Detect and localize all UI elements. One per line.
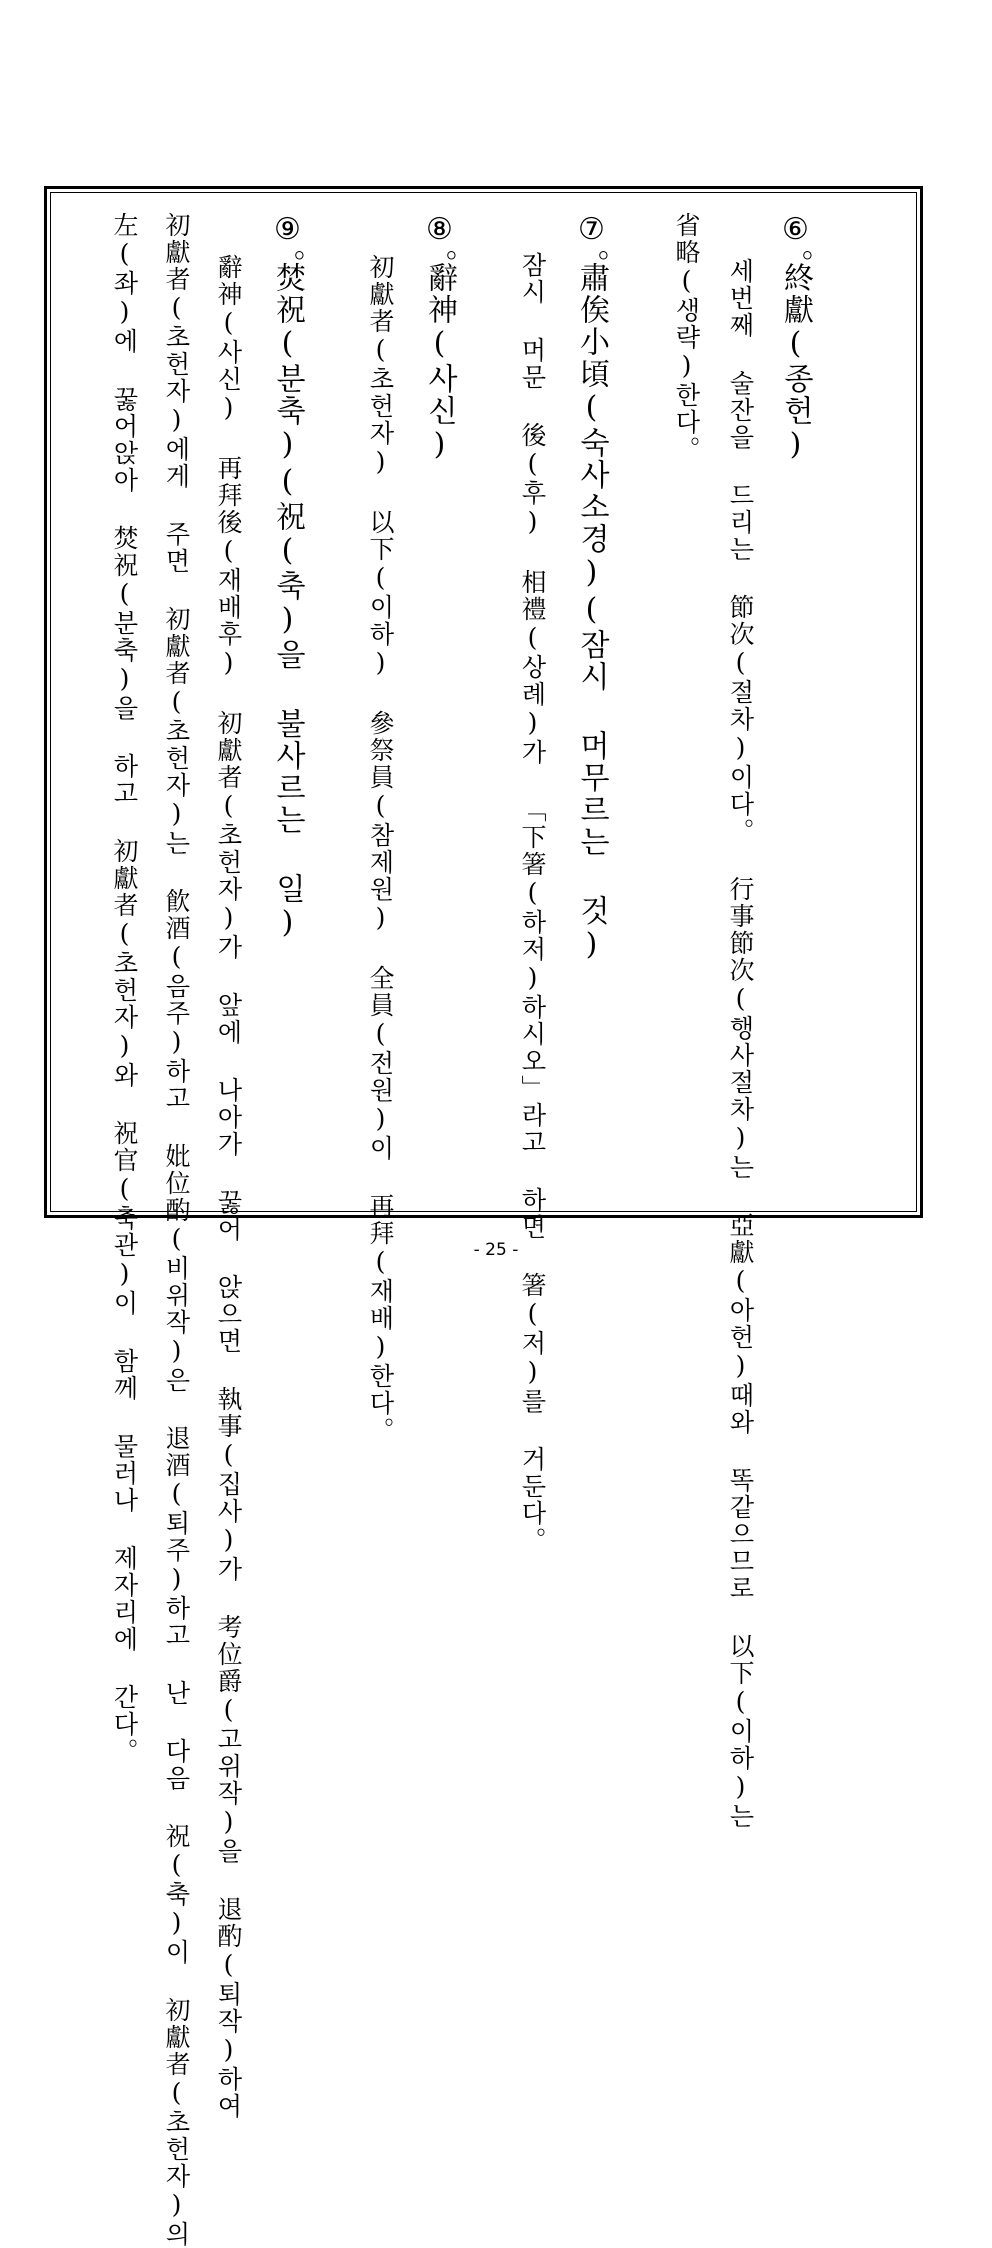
section-7-line-1: 잠시 머문 後(후) 相禮(상례)가 「下箸(하저)하시오」라고 하면 箸(저)를 거둔다。 [518, 252, 547, 1554]
section-8-line-1: 初獻者(초헌자) 以下(이하) 參祭員(참제원) 全員(전원)이 再拜(재배)한다。 [366, 254, 395, 1444]
section-7-number: ⑦。 [574, 212, 609, 281]
section-7-title: 肅俟小頃(숙사소경)(잠시 머무르는 것) [574, 262, 609, 964]
section-9-line-2: 初獻者(초헌자)에게 주면 初獻者(초헌자)는 飮酒(음주)하고 妣位酌(비위작)은 退酒(퇴주)하고 난 다음 祝(축)이 初獻者(초헌자)의 [162, 212, 191, 2248]
section-9-line-1: 辭神(사신) 再拜後(재배후) 初獻者(초헌자)가 앞에 나아가 꿇어 앉으면 執事(집사)가 考位爵(고위작)을 退酌(퇴작)하여 [214, 254, 243, 2120]
section-8-title: 辭神(사신) [422, 262, 457, 464]
section-6-line-2: 省略(생략)한다。 [672, 212, 701, 463]
section-9-line-3: 左(좌)에 꿇어앉아 焚祝(분축)을 하고 初獻者(초헌자)와 祝官(축관)이 함께 물러나 제자리에 간다。 [110, 212, 139, 1765]
page-number: - 25 - [473, 1240, 519, 1260]
section-9-number: ⑨。 [270, 212, 305, 281]
section-6-title: 終獻(종헌) [778, 262, 813, 464]
section-6-line-1: 세번째 술잔을 드리는 節次(절차)이다。 行事節次(행사절차)는 亞獻(아헌)때와 똑같으므로 以下(이하)는 [726, 258, 755, 1830]
section-8-number: ⑧。 [422, 212, 457, 281]
section-9-title: 焚祝(분축)(祝(축)을 불사르는 일) [270, 262, 305, 942]
section-6-number: ⑥。 [778, 212, 813, 281]
